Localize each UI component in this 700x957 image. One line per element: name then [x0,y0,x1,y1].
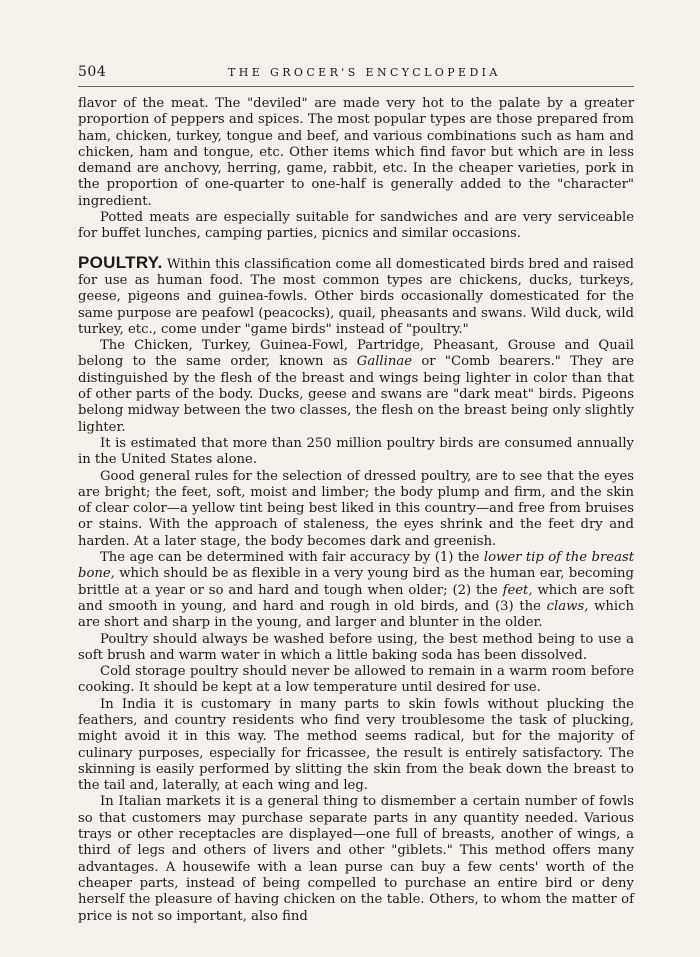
page-number: 504 [78,64,107,80]
paragraph [78,338,634,436]
paragraph [78,550,634,631]
paragraph: In Italian markets it is a general thing to dismember a certain number of fowls so that customers may purchase separate parts in any quantity needed. Various trays or other receptacles are displayed—one full of breasts, another of wings, a third of legs and others of livers and other "giblets." This method offers many advantages. A housewife with a lean purse can buy a few cents' worth of the cheaper parts, instead of being compelled to purchase an entire bird or deny herself the pleasure of having chicken on the table. Others, to whom the matter of price is not so important, also find [78,794,634,924]
paragraph: Cold storage poultry should never be allowed to remain in a warm room before cooking. It should be kept at a low temperature until desired for use. [78,664,634,696]
page-header [78,64,634,84]
paragraph: In India it is customary in many parts to skin fowls without plucking the feathers, and country residents who find very troublesome the task of plucking, might avoid it in this way. The method seems radical, but for the majority of culinary purposes, especially for fricassee, the result is entirely satisfactory. The skinning is easily performed by slitting the skin from the beak down the breast to the tail and, laterally, at each wing and leg. [78,696,634,794]
running-head: THE GROCER'S ENCYCLOPEDIA [228,66,501,79]
paragraph: Poultry should always be washed before using, the best method being to use a soft brush and warm water in which a little baking soda has been dissolved. [78,631,634,663]
section-heading: POULTRY. [78,252,163,272]
paragraph-text: The Chicken, Turkey, Guinea-Fowl, Partridge, Pheasant, Grouse and Quail belong to the same order, known as [78,338,634,370]
paragraph: Potted meats are especially suitable for sandwiches and are very serviceable for buffet lunches, camping parties, picnics and similar occasions. [78,210,634,242]
paragraph-text: or "Comb bearers." They are distinguished by the flesh of the breast and wings being lighter in color than that of other parts of the body. Ducks, geese and swans are "dark meat" birds. Pigeons belong midway between the two classes, the flesh on the breast being only slightly lighter. [78,354,635,435]
paragraph-text: which should be as flexible in a very young bird as the human ear, becoming brittle at a year or so and hard and tough when older; (2) the [78,566,634,598]
paragraph: flavor of the meat. The "deviled" are made very hot to the palate by a greater proportion of peppers and spices. The most popular types are those prepared from ham, chicken, turkey, tongue and beef, and various combinations such as ham and chicken, ham and tongue, etc. Other items which find favor but which are in less demand are anchovy, herring, game, rabbit, etc. In the cheaper varieties, pork in the proportion of one-quarter to one-half is generally added to the "character" ingredient. [78,96,634,209]
italic-term: lower tip of the breast bone, [78,550,634,582]
italic-term: claws, [546,598,589,614]
header-rule [78,86,634,87]
italic-term: Gallinae [356,354,413,370]
paragraph: Good general rules for the selection of dressed poultry, are to see that the eyes are bright; the feet, soft, moist and limber; the body plump and firm, and the skin of clear color—a yellow tint being best liked in this country—and free from bruises or stains. With the approach of staleness, the eyes shrink and the feet dry and harden. At a later stage, the body becomes dark and greenish. [78,468,634,549]
paragraph: It is estimated that more than 250 million poultry birds are consumed annually in the United States alone. [78,435,634,468]
italic-term: feet, [502,582,533,598]
paragraph-text: which are soft and smooth in young, and hard and rough in old birds, and (3) the [78,582,635,614]
paragraph-text: which are short and sharp in the young, and larger and blunter in the older. [78,598,634,631]
poultry-section-paragraph [78,252,634,338]
body-text [78,96,634,925]
paragraph-text: The age can be determined with fair accuracy by (1) the [100,550,484,566]
paragraph-text: Within this classification come all domesticated birds bred and raised for use as human food. The most common types are chickens, ducks, turkeys, geese, pigeons and guinea-fowls. Other birds occasionally domesticated for the same purpose are peafowl (peacocks), quail, pheasants and swans. Wild duck, wild turkey, etc., come under "game birds" instead of "poultry." [78,256,634,337]
